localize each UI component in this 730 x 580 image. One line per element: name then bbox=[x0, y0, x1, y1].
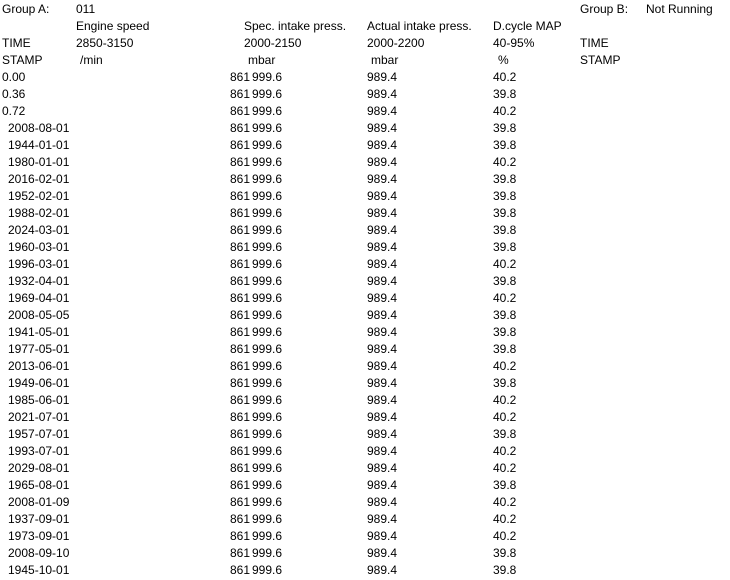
duty-cycle-cell: 39.8 bbox=[493, 478, 517, 492]
spec-intake-cell: 999.6 bbox=[252, 410, 283, 424]
spec-intake-cell: 999.6 bbox=[252, 308, 283, 322]
time-stamp-cell: 1960-03-01 bbox=[8, 240, 70, 254]
time-stamp-cell: 2008-01-09 bbox=[8, 495, 70, 509]
engine-speed-cell: 861 bbox=[229, 427, 250, 441]
group-b-value: Not Running bbox=[646, 2, 713, 16]
actual-intake-cell: 989.4 bbox=[367, 495, 398, 509]
table-row bbox=[0, 341, 730, 358]
time-stamp-cell: 1944-01-01 bbox=[8, 138, 70, 152]
time-b-label: TIME bbox=[580, 36, 609, 50]
stamp-label: STAMP bbox=[2, 53, 43, 67]
table-row bbox=[0, 103, 730, 120]
group-a-value: 011 bbox=[76, 2, 96, 16]
time-stamp-cell: 1957-07-01 bbox=[8, 427, 70, 441]
engine-speed-cell: 861 bbox=[229, 342, 250, 356]
table-row bbox=[0, 511, 730, 528]
duty-cycle-cell: 39.8 bbox=[493, 121, 517, 135]
duty-cycle-unit: % bbox=[498, 53, 509, 67]
table-row bbox=[0, 86, 730, 103]
table-row bbox=[0, 460, 730, 477]
actual-intake-cell: 989.4 bbox=[367, 410, 398, 424]
engine-speed-cell: 861 bbox=[229, 308, 250, 322]
engine-speed-cell: 861 bbox=[229, 393, 250, 407]
engine-speed-cell: 861 bbox=[229, 206, 250, 220]
actual-intake-cell: 989.4 bbox=[367, 223, 398, 237]
duty-cycle-cell: 40.2 bbox=[493, 104, 517, 118]
duty-cycle-cell: 39.8 bbox=[493, 325, 517, 339]
time-stamp-cell: 0.00 bbox=[2, 70, 26, 84]
spec-intake-cell: 999.6 bbox=[252, 461, 283, 475]
duty-cycle-cell: 39.8 bbox=[493, 563, 517, 577]
time-stamp-cell: 2024-03-01 bbox=[8, 223, 70, 237]
group-b-label: Group B: bbox=[580, 2, 629, 16]
engine-speed-cell: 861 bbox=[229, 257, 250, 271]
table-row bbox=[0, 171, 730, 188]
actual-intake-cell: 989.4 bbox=[367, 121, 398, 135]
actual-intake-cell: 989.4 bbox=[367, 138, 398, 152]
spec-intake-cell: 999.6 bbox=[252, 138, 283, 152]
spec-intake-cell: 999.6 bbox=[252, 291, 283, 305]
engine-speed-cell: 861 bbox=[229, 512, 250, 526]
spec-intake-cell: 999.6 bbox=[252, 563, 283, 577]
time-stamp-cell: 1937-09-01 bbox=[8, 512, 70, 526]
actual-intake-cell: 989.4 bbox=[367, 359, 398, 373]
duty-cycle-cell: 40.2 bbox=[493, 155, 517, 169]
actual-intake-cell: 989.4 bbox=[367, 444, 398, 458]
engine-speed-cell: 861 bbox=[229, 87, 250, 101]
spec-intake-cell: 999.6 bbox=[252, 546, 283, 560]
time-stamp-cell: 1941-05-01 bbox=[8, 325, 70, 339]
engine-speed-name: Engine speed bbox=[76, 19, 150, 33]
group-a-label: Group A: bbox=[2, 2, 50, 16]
actual-intake-cell: 989.4 bbox=[367, 427, 398, 441]
actual-intake-cell: 989.4 bbox=[367, 87, 398, 101]
engine-speed-cell: 861 bbox=[229, 563, 250, 577]
duty-cycle-cell: 39.8 bbox=[493, 427, 517, 441]
engine-speed-cell: 861 bbox=[229, 410, 250, 424]
spec-intake-cell: 999.6 bbox=[252, 104, 283, 118]
spec-intake-cell: 999.6 bbox=[252, 359, 283, 373]
duty-cycle-cell: 40.2 bbox=[493, 512, 517, 526]
duty-cycle-cell: 39.8 bbox=[493, 189, 517, 203]
spec-intake-cell: 999.6 bbox=[252, 155, 283, 169]
duty-cycle-cell: 40.2 bbox=[493, 257, 517, 271]
duty-cycle-cell: 40.2 bbox=[493, 529, 517, 543]
duty-cycle-cell: 39.8 bbox=[493, 308, 517, 322]
table-row bbox=[0, 443, 730, 460]
time-stamp-cell: 1996-03-01 bbox=[8, 257, 70, 271]
engine-speed-range: 2850-3150 bbox=[76, 36, 134, 50]
time-stamp-cell: 1945-10-01 bbox=[8, 563, 70, 577]
table-row bbox=[0, 307, 730, 324]
actual-intake-cell: 989.4 bbox=[367, 189, 398, 203]
engine-speed-cell: 861 bbox=[229, 223, 250, 237]
actual-intake-cell: 989.4 bbox=[367, 104, 398, 118]
duty-cycle-cell: 40.2 bbox=[493, 70, 517, 84]
duty-cycle-cell: 40.2 bbox=[493, 291, 517, 305]
duty-cycle-cell: 39.8 bbox=[493, 240, 517, 254]
spec-intake-cell: 999.6 bbox=[252, 70, 283, 84]
table-row bbox=[0, 205, 730, 222]
duty-cycle-cell: 39.8 bbox=[493, 342, 517, 356]
spec-intake-cell: 999.6 bbox=[252, 427, 283, 441]
table-row bbox=[0, 290, 730, 307]
engine-speed-cell: 861 bbox=[229, 240, 250, 254]
actual-intake-unit: mbar bbox=[371, 53, 399, 67]
engine-speed-cell: 861 bbox=[229, 546, 250, 560]
time-stamp-cell: 1980-01-01 bbox=[8, 155, 70, 169]
actual-intake-cell: 989.4 bbox=[367, 257, 398, 271]
spec-intake-cell: 999.6 bbox=[252, 257, 283, 271]
engine-speed-cell: 861 bbox=[229, 70, 250, 84]
table-row bbox=[0, 239, 730, 256]
table-row bbox=[0, 545, 730, 562]
time-stamp-cell: 1949-06-01 bbox=[8, 376, 70, 390]
duty-cycle-cell: 39.8 bbox=[493, 206, 517, 220]
table-row bbox=[0, 154, 730, 171]
table-row bbox=[0, 69, 730, 86]
duty-cycle-cell: 40.2 bbox=[493, 410, 517, 424]
engine-speed-cell: 861 bbox=[229, 121, 250, 135]
time-stamp-cell: 2008-08-01 bbox=[8, 121, 70, 135]
duty-cycle-name: D.cycle MAP bbox=[493, 19, 562, 33]
engine-speed-cell: 861 bbox=[229, 325, 250, 339]
spec-intake-cell: 999.6 bbox=[252, 121, 283, 135]
time-stamp-cell: 2013-06-01 bbox=[8, 359, 70, 373]
stamp-b-label: STAMP bbox=[580, 53, 621, 67]
time-stamp-cell: 0.72 bbox=[2, 104, 26, 118]
actual-intake-cell: 989.4 bbox=[367, 478, 398, 492]
table-row bbox=[0, 358, 730, 375]
time-stamp-cell: 1977-05-01 bbox=[8, 342, 70, 356]
duty-cycle-cell: 40.2 bbox=[493, 359, 517, 373]
actual-intake-cell: 989.4 bbox=[367, 461, 398, 475]
spec-intake-cell: 999.6 bbox=[252, 478, 283, 492]
actual-intake-cell: 989.4 bbox=[367, 393, 398, 407]
actual-intake-cell: 989.4 bbox=[367, 376, 398, 390]
engine-speed-cell: 861 bbox=[229, 104, 250, 118]
time-stamp-cell: 1985-06-01 bbox=[8, 393, 70, 407]
time-stamp-cell: 2021-07-01 bbox=[8, 410, 70, 424]
duty-cycle-cell: 40.2 bbox=[493, 393, 517, 407]
actual-intake-cell: 989.4 bbox=[367, 155, 398, 169]
time-stamp-cell: 2008-09-10 bbox=[8, 546, 70, 560]
table-row bbox=[0, 477, 730, 494]
table-row bbox=[0, 562, 730, 579]
spec-intake-cell: 999.6 bbox=[252, 393, 283, 407]
duty-cycle-cell: 40.2 bbox=[493, 461, 517, 475]
table-row bbox=[0, 273, 730, 290]
duty-cycle-cell: 39.8 bbox=[493, 376, 517, 390]
engine-speed-cell: 861 bbox=[229, 155, 250, 169]
spec-intake-cell: 999.6 bbox=[252, 376, 283, 390]
actual-intake-cell: 989.4 bbox=[367, 291, 398, 305]
duty-cycle-cell: 39.8 bbox=[493, 274, 517, 288]
actual-intake-cell: 989.4 bbox=[367, 342, 398, 356]
spec-intake-cell: 999.6 bbox=[252, 529, 283, 543]
engine-speed-cell: 861 bbox=[229, 359, 250, 373]
time-stamp-cell: 0.36 bbox=[2, 87, 26, 101]
engine-speed-cell: 861 bbox=[229, 529, 250, 543]
duty-cycle-cell: 39.8 bbox=[493, 546, 517, 560]
spec-intake-cell: 999.6 bbox=[252, 495, 283, 509]
duty-cycle-cell: 39.8 bbox=[493, 138, 517, 152]
actual-intake-cell: 989.4 bbox=[367, 172, 398, 186]
actual-intake-cell: 989.4 bbox=[367, 325, 398, 339]
duty-cycle-cell: 40.2 bbox=[493, 495, 517, 509]
time-stamp-cell: 1932-04-01 bbox=[8, 274, 70, 288]
table-row bbox=[0, 426, 730, 443]
table-row bbox=[0, 188, 730, 205]
table-row bbox=[0, 222, 730, 239]
table-row bbox=[0, 120, 730, 137]
time-stamp-cell: 2008-05-05 bbox=[8, 308, 70, 322]
engine-speed-cell: 861 bbox=[229, 478, 250, 492]
table-row bbox=[0, 137, 730, 154]
table-row bbox=[0, 392, 730, 409]
spec-intake-cell: 999.6 bbox=[252, 172, 283, 186]
spec-intake-cell: 999.6 bbox=[252, 206, 283, 220]
table-row bbox=[0, 375, 730, 392]
actual-intake-cell: 989.4 bbox=[367, 529, 398, 543]
duty-cycle-cell: 39.8 bbox=[493, 87, 517, 101]
time-stamp-cell: 2029-08-01 bbox=[8, 461, 70, 475]
actual-intake-name: Actual intake press. bbox=[367, 19, 472, 33]
table-row bbox=[0, 324, 730, 341]
engine-speed-cell: 861 bbox=[229, 444, 250, 458]
engine-speed-cell: 861 bbox=[229, 138, 250, 152]
spec-intake-cell: 999.6 bbox=[252, 274, 283, 288]
actual-intake-cell: 989.4 bbox=[367, 240, 398, 254]
spec-intake-cell: 999.6 bbox=[252, 512, 283, 526]
duty-cycle-cell: 40.2 bbox=[493, 444, 517, 458]
time-stamp-cell: 1973-09-01 bbox=[8, 529, 70, 543]
engine-speed-cell: 861 bbox=[229, 274, 250, 288]
actual-intake-cell: 989.4 bbox=[367, 546, 398, 560]
table-row bbox=[0, 494, 730, 511]
engine-speed-cell: 861 bbox=[229, 495, 250, 509]
time-stamp-cell: 1993-07-01 bbox=[8, 444, 70, 458]
actual-intake-cell: 989.4 bbox=[367, 70, 398, 84]
spec-intake-cell: 999.6 bbox=[252, 189, 283, 203]
time-stamp-cell: 1988-02-01 bbox=[8, 206, 70, 220]
engine-speed-cell: 861 bbox=[229, 461, 250, 475]
actual-intake-range: 2000-2200 bbox=[367, 36, 425, 50]
spec-intake-range: 2000-2150 bbox=[244, 36, 302, 50]
time-stamp-cell: 2016-02-01 bbox=[8, 172, 70, 186]
spec-intake-cell: 999.6 bbox=[252, 223, 283, 237]
spec-intake-cell: 999.6 bbox=[252, 342, 283, 356]
time-stamp-cell: 1969-04-01 bbox=[8, 291, 70, 305]
actual-intake-cell: 989.4 bbox=[367, 274, 398, 288]
spec-intake-name: Spec. intake press. bbox=[244, 19, 347, 33]
table-row bbox=[0, 409, 730, 426]
engine-speed-cell: 861 bbox=[229, 376, 250, 390]
actual-intake-cell: 989.4 bbox=[367, 206, 398, 220]
duty-cycle-range: 40-95% bbox=[493, 36, 535, 50]
duty-cycle-cell: 39.8 bbox=[493, 223, 517, 237]
time-label: TIME bbox=[2, 36, 31, 50]
actual-intake-cell: 989.4 bbox=[367, 308, 398, 322]
spec-intake-cell: 999.6 bbox=[252, 87, 283, 101]
time-stamp-cell: 1965-08-01 bbox=[8, 478, 70, 492]
actual-intake-cell: 989.4 bbox=[367, 512, 398, 526]
spec-intake-cell: 999.6 bbox=[252, 325, 283, 339]
spec-intake-cell: 999.6 bbox=[252, 240, 283, 254]
table-row bbox=[0, 528, 730, 545]
engine-speed-unit: /min bbox=[80, 53, 103, 67]
engine-speed-cell: 861 bbox=[229, 172, 250, 186]
actual-intake-cell: 989.4 bbox=[367, 563, 398, 577]
spec-intake-unit: mbar bbox=[248, 53, 276, 67]
table-row bbox=[0, 256, 730, 273]
engine-speed-cell: 861 bbox=[229, 189, 250, 203]
spec-intake-cell: 999.6 bbox=[252, 444, 283, 458]
engine-speed-cell: 861 bbox=[229, 291, 250, 305]
time-stamp-cell: 1952-02-01 bbox=[8, 189, 70, 203]
duty-cycle-cell: 39.8 bbox=[493, 172, 517, 186]
